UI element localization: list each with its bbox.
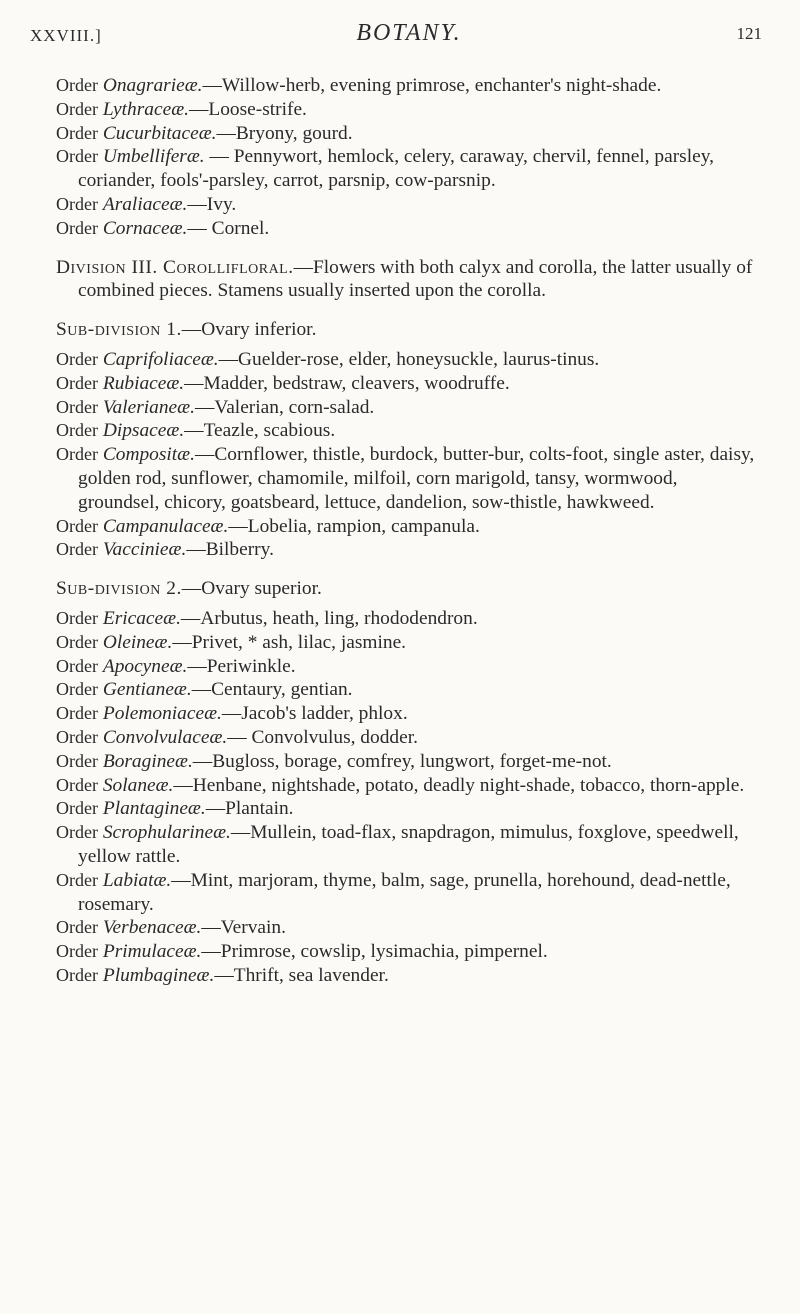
- order-entry: [56, 74, 762, 98]
- order-entry: [56, 538, 762, 562]
- running-header: [30, 20, 762, 54]
- order-members: —Periwinkle.: [187, 655, 296, 677]
- order-members: —Teazle, scabious.: [184, 420, 336, 442]
- order-taxon: Dipsaceæ.: [102, 420, 185, 442]
- order-word: Order: [56, 348, 98, 369]
- order-entry: [56, 372, 762, 396]
- order-members: —Jacob's ladder, phlox.: [221, 703, 408, 725]
- order-entry: [56, 655, 762, 679]
- order-taxon: Compositæ.: [102, 444, 195, 466]
- order-word: Order: [56, 703, 98, 724]
- order-taxon: Campanulaceæ.: [102, 515, 229, 537]
- order-members: —Primrose, cowslip, lysimachia, pimpernel.: [201, 941, 548, 963]
- order-word: Order: [56, 146, 98, 167]
- order-entry: [56, 702, 762, 726]
- order-word: Order: [56, 420, 98, 441]
- order-word: Order: [56, 750, 98, 771]
- order-taxon: Umbelliferæ.: [102, 146, 205, 168]
- order-entry: [56, 193, 762, 217]
- order-taxon: Solaneæ.: [102, 774, 174, 796]
- order-taxon: Primulaceæ.: [102, 941, 202, 963]
- order-members: —Valerian, corn-salad.: [194, 396, 375, 418]
- order-word: Order: [56, 774, 98, 795]
- order-members: —Guelder-rose, elder, honeysuckle, laurus-tinus.: [218, 348, 600, 370]
- order-entry: [56, 797, 762, 821]
- division-description: —Ovary inferior.: [181, 319, 317, 341]
- order-word: Order: [56, 122, 98, 143]
- order-taxon: Labiatæ.: [102, 869, 172, 891]
- order-word: Order: [56, 798, 98, 819]
- order-taxon: Convolvulaceæ.: [102, 726, 228, 748]
- page-title: BOTANY.: [356, 20, 462, 46]
- order-word: Order: [56, 444, 98, 465]
- order-taxon: Plumbagineæ.: [102, 964, 215, 986]
- order-entry: [56, 607, 762, 631]
- order-entry: [56, 774, 762, 798]
- order-members: —Privet, * ash, lilac, jasmine.: [172, 631, 407, 653]
- order-entry: [56, 419, 762, 443]
- order-taxon: Verbenaceæ.: [102, 917, 202, 939]
- order-members: —Cornflower, thistle, burdock, butter-bur, colts-foot, single aster, daisy, golden rod, sunflower, chamomile, milfoil, corn marigold, tansy, wormwood, groundsel, chicory, goatsbeard, lettuce, dandelion, sow-thistle, hawkweed.: [78, 444, 755, 513]
- order-word: Order: [56, 217, 98, 238]
- order-taxon: Araliaceæ.: [102, 193, 188, 215]
- order-word: Order: [56, 193, 98, 214]
- order-word: Order: [56, 631, 98, 652]
- order-word: Order: [56, 964, 98, 985]
- order-taxon: Valerianeæ.: [102, 396, 195, 418]
- order-entry: [56, 515, 762, 539]
- order-members: —Bryony, gourd.: [216, 122, 353, 144]
- order-members: —Centaury, gentian.: [191, 679, 353, 701]
- order-taxon: Plantagineæ.: [102, 798, 206, 820]
- order-members: — Cornel.: [187, 217, 270, 239]
- order-members: —Mullein, toad-flax, snapdragon, mimulus, foxglove, speedwell, yellow rattle.: [78, 822, 739, 867]
- order-taxon: Lythraceæ.: [102, 98, 189, 120]
- order-taxon: Boragineæ.: [102, 750, 193, 772]
- division-heading: [56, 318, 762, 342]
- order-word: Order: [56, 75, 98, 95]
- chapter-number: XXVIII.]: [30, 26, 102, 45]
- order-word: Order: [56, 98, 98, 119]
- order-taxon: Cornaceæ.: [102, 217, 188, 239]
- division-description: —Flowers with both calyx and corolla, the latter usually of combined pieces. Stamens usually inserted upon the corolla.: [78, 256, 753, 302]
- division-heading: [56, 577, 762, 601]
- division-description: —Ovary superior.: [181, 578, 322, 600]
- order-members: —Mint, marjoram, thyme, balm, sage, prunella, horehound, dead-nettle, rosemary.: [78, 869, 731, 915]
- order-entry: [56, 869, 762, 917]
- order-taxon: Cucurbitaceæ.: [102, 122, 217, 144]
- order-entry: [56, 631, 762, 655]
- order-members: — Convolvulus, dodder.: [227, 726, 418, 748]
- order-entry: [56, 940, 762, 964]
- order-members: —Madder, bedstraw, cleavers, woodruffe.: [184, 372, 510, 394]
- order-taxon: Rubiaceæ.: [102, 372, 185, 394]
- division-title: Sub-division 2.: [56, 578, 182, 600]
- order-members: —Thrift, sea lavender.: [214, 964, 389, 986]
- page-number: 121: [736, 24, 762, 43]
- order-entry: [56, 750, 762, 774]
- order-word: Order: [56, 372, 98, 393]
- order-taxon: Polemoniaceæ.: [102, 703, 222, 725]
- order-members: —Ivy.: [187, 193, 237, 215]
- order-word: Order: [56, 607, 98, 628]
- order-entry: [56, 821, 762, 869]
- order-entry: [56, 217, 762, 241]
- order-word: Order: [56, 822, 98, 843]
- division-heading: [56, 256, 762, 304]
- order-word: Order: [56, 941, 98, 962]
- order-taxon: Apocyneæ.: [102, 655, 188, 677]
- order-word: Order: [56, 396, 98, 417]
- order-entry: [56, 145, 762, 193]
- order-entry: [56, 726, 762, 750]
- order-taxon: Gentianeæ.: [102, 679, 192, 701]
- order-taxon: Oleineæ.: [102, 631, 173, 653]
- order-entry: [56, 348, 762, 372]
- order-taxon: Scrophularineæ.: [102, 822, 231, 844]
- order-entry: [56, 122, 762, 146]
- order-entry: [56, 964, 762, 988]
- order-members: —Plantain.: [205, 798, 294, 820]
- order-entry: [56, 443, 762, 514]
- order-taxon: Vaccinieæ.: [102, 539, 187, 561]
- order-word: Order: [56, 726, 98, 747]
- order-members: —Bugloss, borage, comfrey, lungwort, forget-me-not.: [192, 750, 612, 772]
- order-word: Order: [56, 869, 98, 890]
- order-taxon: Ericaceæ.: [102, 607, 181, 629]
- order-members: —Loose-strife.: [188, 98, 307, 120]
- page-body: [56, 74, 762, 988]
- order-word: Order: [56, 917, 98, 938]
- order-members: —Bilberry.: [186, 539, 274, 561]
- order-word: Order: [56, 515, 98, 536]
- order-word: Order: [56, 679, 98, 700]
- order-word: Order: [56, 539, 98, 560]
- order-entry: [56, 98, 762, 122]
- order-taxon: Caprifoliaceæ.: [102, 348, 219, 370]
- order-word: Order: [56, 655, 98, 676]
- order-members: —Willow-herb, evening primrose, enchanter's night-shade.: [202, 75, 662, 96]
- order-entry: [56, 916, 762, 940]
- order-taxon: Onagrarieæ.: [102, 75, 203, 96]
- division-title: Division III. Corollifloral.: [56, 256, 294, 278]
- order-members: —Lobelia, rampion, campanula.: [228, 515, 480, 537]
- order-members: —Vervain.: [201, 917, 286, 939]
- order-entry: [56, 396, 762, 420]
- order-entry: [56, 678, 762, 702]
- order-members: — Pennywort, hemlock, celery, caraway, chervil, fennel, parsley, coriander, fools'-parsley, carrot, parsnip, cow-parsnip.: [78, 146, 714, 192]
- order-members: —Henbane, nightshade, potato, deadly night-shade, tobacco, thorn-apple.: [173, 774, 745, 796]
- division-title: Sub-division 1.: [56, 319, 182, 341]
- order-members: —Arbutus, heath, ling, rhododendron.: [180, 607, 478, 629]
